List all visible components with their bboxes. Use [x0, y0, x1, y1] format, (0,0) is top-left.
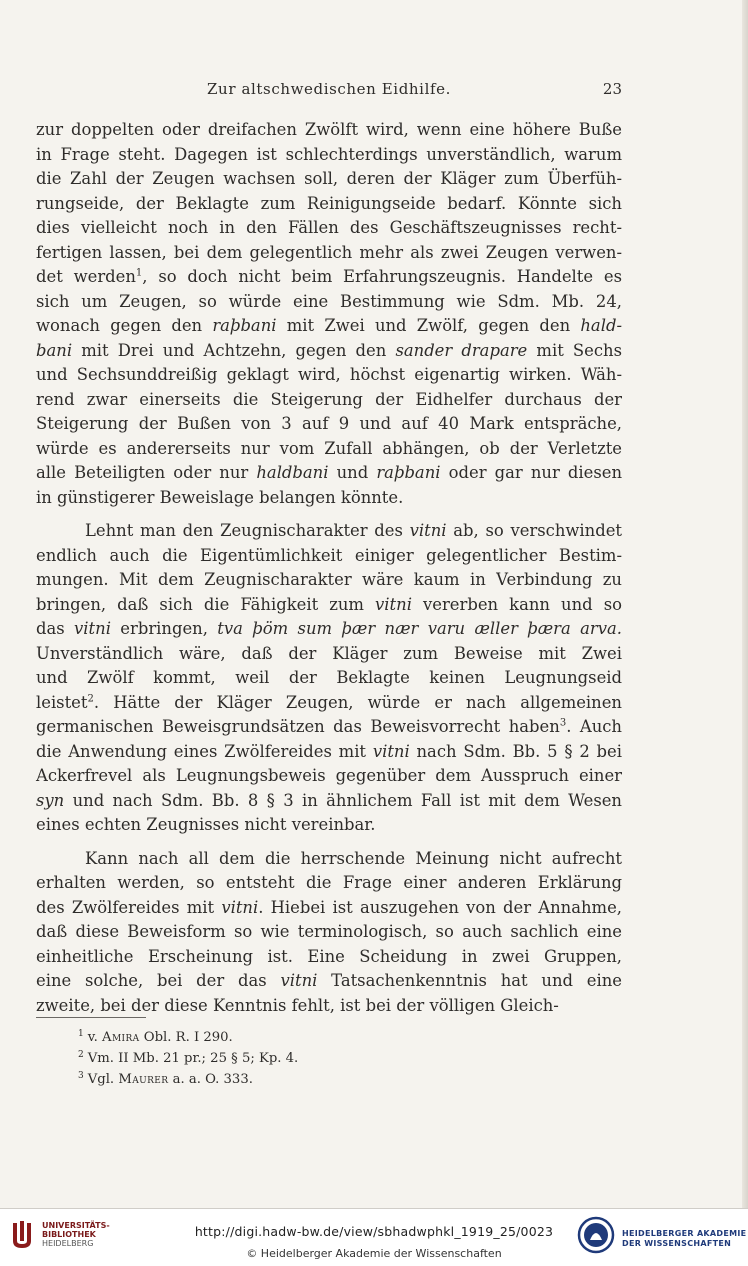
text-run: endlich auch die Eigentümlichkeit einiger gelegentlicher Bestim-	[36, 545, 622, 565]
text-line	[36, 969, 622, 994]
text-line	[36, 437, 622, 462]
footnote	[78, 1048, 598, 1069]
text-line	[36, 896, 622, 921]
text-line	[36, 167, 622, 192]
text-run: vererben kann und so	[411, 594, 622, 614]
text-line	[36, 265, 622, 290]
text-run: Ackerfrevel als Leugnungsbeweis gegenüber dem Ausspruch einer	[36, 766, 622, 785]
text-line	[36, 642, 622, 667]
footnote-marker: 3	[559, 717, 567, 729]
text-line	[36, 339, 622, 364]
text-run: Kann nach all dem die herrschende Meinung nicht aufrecht	[85, 848, 622, 868]
text-run: mit Drei und Achtzehn, gegen den	[72, 340, 396, 360]
text-line	[36, 666, 622, 691]
library-name-line-1: UNIVERSITÄTS-	[42, 1221, 110, 1230]
viewer-footer	[0, 1208, 748, 1266]
text-run: a. a. O. 333.	[168, 1072, 253, 1087]
text-line	[36, 617, 622, 642]
text-line	[36, 945, 622, 970]
text-line	[36, 388, 622, 413]
text-run: und Zwölf kommt, weil der Beklagte keinen Leugnungseid	[36, 668, 622, 687]
text-run: nach Sdm. Bb. 5 § 2 bei	[409, 741, 622, 761]
text-run: des Zwölfereides mit	[36, 897, 222, 917]
text-line	[36, 486, 622, 511]
text-run: und nach Sdm. Bb. 8 § 3 in ähnlichem Fall ist mit dem Wesen	[64, 790, 622, 810]
italic-term: raþbani	[212, 316, 277, 335]
text-run: rungseide, der Beklagte zum Reinigungseide bedarf. Könnte sich	[36, 193, 622, 213]
italic-term: vitni	[375, 594, 412, 614]
text-run: einheitliche Erscheinung ist. Eine Scheidung in zwei Gruppen,	[36, 946, 622, 966]
footnotes	[78, 1027, 598, 1090]
text-run: det werden	[36, 267, 136, 286]
text-run: Vm. II Mb. 21 pr.; 25 § 5; Kp. 4.	[87, 1051, 299, 1066]
page-edge	[742, 0, 748, 1208]
text-run: und Sechsunddreißig geklagt wird, höchst eigenartig wirken. Wäh-	[36, 365, 622, 384]
text-run: zur doppelten oder dreifachen Zwölft wird, wenn eine höhere Buße	[36, 120, 622, 139]
text-run: erbringen,	[110, 619, 218, 638]
author-name: Amira	[102, 1030, 140, 1045]
italic-term: haldbani	[256, 463, 329, 482]
text-run: rend zwar einerseits die Steigerung der Eidhelfer durchaus der	[36, 389, 622, 409]
text-run: , so doch nicht beim Erfahrungszeugnis. Handelte es	[142, 267, 622, 286]
text-line	[36, 847, 622, 872]
academy-name	[622, 1229, 746, 1249]
footnote	[78, 1027, 598, 1048]
text-line	[36, 216, 622, 241]
text-line	[36, 994, 622, 1019]
text-line	[36, 813, 622, 838]
running-header	[36, 80, 622, 102]
text-line	[36, 314, 622, 339]
text-run: daß diese Beweisform so wie terminologisch, so auch sachlich eine	[36, 922, 622, 941]
paragraph-gap	[36, 838, 622, 847]
text-run: bringen, daß sich die Fähigkeit zum	[36, 594, 376, 614]
footnote-number: 1	[78, 1028, 84, 1039]
author-name: Maurer	[118, 1072, 169, 1087]
footnote-rule	[36, 1017, 146, 1018]
text-line	[36, 192, 622, 217]
text-run: sich um Zeugen, so würde eine Bestimmung wie Sdm. Mb. 24,	[36, 291, 622, 311]
text-line	[36, 691, 622, 716]
italic-term: vitni	[372, 741, 410, 761]
italic-term: vitni	[280, 971, 318, 990]
text-line	[36, 764, 622, 789]
text-run: leistet	[36, 692, 88, 712]
text-run: in Frage steht. Dagegen ist schlechterdings unverständlich, warum	[36, 144, 622, 164]
library-name-line-2: BIBLIOTHEK	[42, 1230, 96, 1239]
text-run: dies vielleicht noch in den Fällen des Geschäftszeugnisses recht-	[36, 218, 622, 237]
text-line	[36, 461, 622, 486]
text-run: erhalten werden, so entsteht die Frage einer anderen Erklärung	[36, 873, 622, 892]
page-number: 23	[602, 80, 622, 98]
text-run: würde es andererseits nur vom Zufall abhängen, ob der Verletzte	[36, 438, 622, 458]
text-run: eines echten Zeugnisses nicht vereinbar.	[36, 815, 376, 834]
text-run: Lehnt man den Zeugnischarakter des	[85, 521, 410, 540]
text-line	[36, 593, 622, 618]
text-line	[36, 544, 622, 569]
footnote-number: 3	[78, 1070, 84, 1081]
text-run: . Hiebei ist auszugehen von der Annahme,	[258, 897, 623, 917]
text-line	[36, 740, 622, 765]
text-line	[36, 568, 622, 593]
permalink-url[interactable]: http://digi.hadw-bw.de/view/sbhadwphkl_1919_25/0023	[194, 1224, 554, 1239]
text-run: ab, so verschwindet	[446, 521, 622, 540]
academy-name-line-2: DER WISSENSCHAFTEN	[622, 1239, 732, 1248]
footnote	[78, 1069, 598, 1090]
text-run: eine solche, bei der das	[36, 971, 281, 990]
running-title: Zur altschwedischen Eidhilfe.	[207, 80, 451, 98]
text-run: fertigen lassen, bei dem gelegentlich mehr als zwei Zeugen verwen-	[36, 242, 622, 262]
italic-term: raþbani	[376, 463, 441, 482]
text-line	[36, 118, 622, 143]
footnote-number: 2	[78, 1049, 84, 1060]
text-line	[36, 871, 622, 896]
text-run: zweite, bei der diese Kenntnis fehlt, ist bei der völligen Gleich-	[36, 995, 559, 1015]
italic-term: hald-	[580, 316, 622, 335]
italic-term: vitni	[74, 619, 111, 638]
text-line	[36, 789, 622, 814]
text-run: in günstigerer Beweislage belangen könnte.	[36, 487, 404, 507]
text-run: Unverständlich wäre, daß der Kläger zum Beweise mit Zwei	[36, 643, 622, 663]
text-line	[36, 363, 622, 388]
text-run: und	[328, 463, 377, 482]
text-run: Vgl.	[87, 1072, 119, 1087]
text-run: . Hätte der Kläger Zeugen, würde er nach allgemeinen	[93, 692, 622, 712]
text-line	[36, 241, 622, 266]
italic-term: tva þöm sum þær nær varu æller þæra arva.	[217, 619, 622, 638]
text-run: die Anwendung eines Zwölfereides mit	[36, 741, 373, 761]
text-run: alle Beteiligten oder nur	[36, 463, 257, 482]
italic-term: bani	[36, 340, 73, 360]
italic-term: vitni	[221, 897, 259, 917]
italic-term: vitni	[409, 521, 447, 540]
text-run: . Auch	[566, 717, 622, 736]
text-line	[36, 715, 622, 740]
text-run: Obl. R. I 290.	[139, 1030, 233, 1045]
paragraph-gap	[36, 510, 622, 519]
italic-term: syn	[36, 790, 65, 810]
text-run: das	[36, 619, 75, 638]
text-line	[36, 143, 622, 168]
text-line	[36, 290, 622, 315]
copyright-notice: © Heidelberger Akademie der Wissenschaften	[246, 1247, 502, 1260]
text-line	[36, 519, 622, 544]
text-run: v.	[87, 1030, 103, 1045]
academy-name-line-1: HEIDELBERGER AKADEMIE	[622, 1229, 747, 1238]
text-run: die Zahl der Zeugen wachsen soll, deren der Kläger zum Überfüh-	[36, 169, 622, 188]
text-run: wonach gegen den	[36, 316, 213, 335]
library-city: HEIDELBERG	[42, 1239, 94, 1248]
italic-term: sander drapare	[395, 340, 528, 360]
footnote-marker: 2	[87, 693, 94, 705]
academy-seal-icon	[577, 1216, 615, 1254]
body-text	[36, 118, 622, 1018]
text-run: germanischen Beweisgrundsätzen das Beweisvorrecht haben	[36, 717, 560, 736]
text-run: oder gar nur diesen	[440, 463, 623, 482]
text-run: Steigerung der Bußen von 3 auf 9 und auf 40 Mark entspräche,	[36, 414, 622, 433]
text-line	[36, 412, 622, 437]
text-run: mit Zwei und Zwölf, gegen den	[276, 316, 581, 335]
text-run: mit Sechs	[527, 340, 622, 360]
text-line	[36, 920, 622, 945]
text-run: mungen. Mit dem Zeugnischarakter wäre kaum in Verbindung zu	[36, 570, 622, 589]
text-run: Tatsachenkenntnis hat und eine	[317, 971, 623, 990]
footnote-marker: 1	[135, 267, 143, 279]
